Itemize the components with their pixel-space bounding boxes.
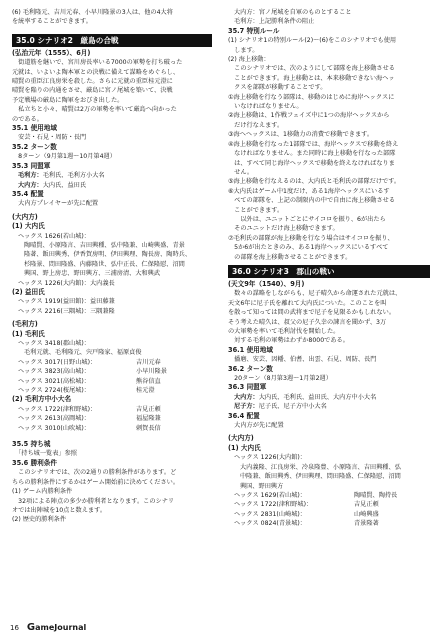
special-rule-line: (1) シナリオ1の特別ルール(2)～(6)をこのシナリオでも使用 bbox=[228, 37, 397, 45]
special-rule-line: は、すべて同じ海岸ヘックスで移動を終えなければなりま bbox=[228, 159, 395, 167]
hex-entry: ヘックス 3010(山吹城)： 刺賀長信 bbox=[18, 424, 161, 432]
general-list-line: 興国、野田興方 bbox=[240, 482, 284, 490]
scenario-body-line: のである。 bbox=[12, 115, 43, 123]
intro-line: を統率することができます。 bbox=[12, 18, 92, 26]
section-36-1-title: 36.1 使用地域 bbox=[228, 345, 273, 354]
clan-heading: (1) 大内氏 bbox=[12, 222, 45, 231]
scenario-body-line: 晴賢を陥りの内通をさせ、厳島に宮ノ尾城を築いて、決戦 bbox=[12, 87, 173, 95]
section-35-7-title: 35.7 特別ルール bbox=[228, 26, 280, 35]
victory-body-line: オでは出陣城を10点と数えます。 bbox=[12, 506, 107, 514]
victory-body-line: このシナリオでは、次の2通りの勝利条件があります。ど bbox=[12, 469, 177, 477]
section-35-3-title: 35.3 同盟軍 bbox=[12, 161, 51, 170]
special-rule-line: せん。 bbox=[228, 168, 254, 176]
hex-entry: ヘックス 1629(若山城)： 陶晴賢、陶持長 bbox=[234, 491, 398, 499]
victory-line: 毛利方：上記勝利条件の阻止 bbox=[234, 18, 315, 26]
hex-entry: ヘックス 3823(高山城)： 小早川隆景 bbox=[18, 368, 167, 376]
victory-line: 大内方：宮ノ尾城を自軍のものとすること bbox=[234, 9, 352, 16]
section-35-5-title: 35.5 持ち城 bbox=[12, 440, 51, 449]
hex-entry: ヘックス 2831(山崎城)： 山崎興盛 bbox=[234, 510, 379, 518]
victory-body-line: 32項による陣点の多少か勝利者となります。このシナリ bbox=[12, 497, 175, 505]
hex-entry: ヘックス 3017(日野山城)： 吉川元春 bbox=[18, 358, 161, 366]
victory-subheading: (1) ゲーム内勝利条件 bbox=[12, 488, 73, 496]
section-36-3-title: 36.3 同盟軍 bbox=[228, 383, 267, 392]
right-column bbox=[228, 8, 430, 529]
special-rule-line: べての部隊を、上記の制限内の中で自由に海上移動させる bbox=[228, 197, 396, 205]
alliance-row: 尼子方：尼子氏、尼子方中小大名 bbox=[234, 403, 327, 411]
section-36-2-title: 36.2 ターン数 bbox=[228, 364, 273, 373]
hex-entry: ヘックス 2724(桜尾城)： 桂元澄 bbox=[18, 387, 155, 395]
section-35-2-body: 8ターン（9月第1週～10月第4週） bbox=[12, 153, 116, 161]
section-35-heading: 35.0 シナリオ2 厳島の合戦 bbox=[12, 34, 212, 47]
scenario-date: (天文9年（1540）、9月) bbox=[228, 279, 305, 288]
special-rule-line: ことができます。海上移動とは、本来移動できない海ヘッ bbox=[228, 74, 395, 82]
special-rule-line: します。 bbox=[228, 46, 259, 54]
special-rule-line: このシナリオでは、次のようにして部隊を海上移動させる bbox=[228, 65, 395, 73]
page-footer bbox=[10, 622, 86, 633]
special-rule-line: いなければなりません。 bbox=[228, 103, 303, 111]
section-35-6-title: 35.6 勝利条件 bbox=[12, 458, 57, 467]
general-list-line: 陶晴賢、小原隆言、吉田興種、弘中隆兼、山崎興盛、青景 bbox=[24, 241, 185, 249]
special-rule-line: だけ行なえます。 bbox=[228, 121, 284, 129]
left-column bbox=[12, 8, 212, 525]
scenario-body-line: 数々の謀略をしながらも、尼子晴久から命運された元就は、 bbox=[228, 290, 402, 298]
scenario-body-line: 晴賢の重臣江良房栄を殺した。さらに元就の重臣桂元澄に bbox=[12, 78, 173, 86]
special-rule-line: ⑥大内氏はゲーム中1度だけ、ある1海岸ヘックスにいるす bbox=[228, 187, 390, 195]
scenario-body-line: 街道筋を継いで、宮川房長率いる7000の軍勢を打ち破った bbox=[12, 59, 183, 67]
special-rule-line: ⑤海上移動を行なえるのは、大内氏と毛利氏の部隊だけです。 bbox=[228, 178, 401, 186]
special-rule-line: 5か6が出たときのみ、ある1海岸ヘックスにいるすべて bbox=[228, 244, 389, 252]
clan-heading: (2) 益田氏 bbox=[12, 287, 45, 296]
scenario-body-line: 元就は、いよいよ陶本軍との決戦に備えて謀略をめぐらし、 bbox=[12, 68, 180, 76]
special-rule-line: そのユニットだけ海上移動できます。 bbox=[228, 225, 339, 233]
scenario-body-line: を散って知っては間の武将まで尼子を見限るかもしれない。 bbox=[228, 309, 396, 317]
intro-line: (6) 毛利隆元、吉川元春、小早川隆景の3人は、他の4大将 bbox=[12, 9, 173, 16]
section-36-4-body: 大内方が先に配置 bbox=[228, 422, 284, 430]
alliance-row: 大内方：大内氏、毛利氏、益田氏、大内方中小大名 bbox=[234, 393, 377, 401]
scenario-body-line: 天文6年に尼子氏を離れて大内氏についた。このことを叫 bbox=[228, 299, 387, 307]
section-35-2-title: 35.2 ターン数 bbox=[12, 142, 57, 151]
hex-entry: ヘックス 1722(津和野城)： 吉見正頼 bbox=[234, 501, 379, 509]
general-list-line: 中隆兼、飯田興秀、伊田興理、問田隆盛、仁保隆慰、沼間 bbox=[240, 473, 401, 481]
hex-entry: ヘックス 2216(三隅城)：三隅兼隆 bbox=[18, 307, 115, 315]
hex-entry: ヘックス 0824(青景城)： 青景隆著 bbox=[234, 520, 379, 528]
side-heading: (毛利方) bbox=[12, 320, 38, 329]
scenario-body-line: 私立ちと小々、晴賢は2万の軍勢を率いて厳島へ向かった bbox=[12, 106, 177, 114]
hex-entry: ヘックス 1226(大内館)：大内義長 bbox=[18, 279, 115, 287]
page-number: 16 bbox=[10, 623, 19, 632]
special-rule-line: 以外は、ユニットごとにサイコロを振り、6が出たら bbox=[228, 215, 386, 223]
scenario-body-line: 対する毛利の軍勢はわずか8000である。 bbox=[228, 337, 349, 345]
clan-heading: (1) 大内氏 bbox=[228, 443, 261, 452]
special-rule-line: ⑦毛利氏の部隊が海上移動を行なう場合はサイコロを振り、 bbox=[228, 234, 394, 242]
hex-entry: ヘックス 1722(津和野城)： 吉見正頼 bbox=[18, 405, 161, 413]
hex-entry: ヘックス 2613(高岡城)： 福屋隆兼 bbox=[18, 415, 161, 423]
general-list-line: 杉隆景、問田隆盛、内藤隆世、弘中正長、仁保隆慰、沼間 bbox=[24, 260, 185, 268]
special-rule-line: ③海へヘックスは、1移動力の消費で移動できます。 bbox=[228, 131, 374, 139]
victory-subheading: (2) 歴史的勝利条件 bbox=[12, 516, 67, 524]
side-heading: (大内方) bbox=[12, 212, 38, 221]
special-rule-line: の部隊を海上移動させることができます。 bbox=[228, 253, 352, 261]
clan-heading: (2) 毛利方中小大名 bbox=[12, 395, 72, 404]
victory-body-line: ちらの勝利条件にするかはゲーム開始前に決めてください。 bbox=[12, 478, 180, 486]
scenario-body-line: 予定戦場の厳島に陶軍をおびき出した。 bbox=[12, 96, 124, 104]
scenario-body-line: そう考えた晴久は、叔父の尼子久幸の諫言を聞かず、3万 bbox=[228, 318, 387, 326]
magazine-logo: GameJournal bbox=[26, 622, 87, 633]
general-list-line: 大内義隆、江良房栄、冷泉隆豊、小原隆言、吉田興種、弘 bbox=[240, 463, 401, 471]
scenario-body-line: の大軍勢を率いて毛利討伐を開始した。 bbox=[228, 328, 340, 335]
section-36-heading: 36.0 シナリオ3 郡山の戦い bbox=[228, 265, 430, 278]
general-list-line: 毛利元就、毛利隆元、宍戸隆家、福原貞俊 bbox=[24, 349, 142, 357]
special-rule-line: ④海上移動を行なった1部隊では、海岸ヘックスで移動を終え bbox=[228, 140, 399, 148]
special-rule-line: ②海上移動は、1作戦フェイズ中に1つの海岸ヘックスから bbox=[228, 112, 390, 120]
section-35-1-body: 安芸・石見・周防・長門 bbox=[12, 134, 87, 142]
general-list-line: 隆著、飯田興秀、伊香賀房明、伊田興理、陶長房、陶時兵、 bbox=[24, 251, 192, 259]
hex-entry: ヘックス 1226(大内館)： bbox=[234, 454, 306, 462]
hex-entry: ヘックス 1626(若山城)： bbox=[18, 232, 90, 240]
section-35-1-title: 35.1 使用地域 bbox=[12, 124, 57, 133]
section-36-1-body: 播磨、安芸、因幡、伯耆、出雲、石見、周防、長門 bbox=[228, 356, 377, 364]
special-rule-line: ①海上移動を行なう部隊は、移動のはじめに海岸ヘックスに bbox=[228, 93, 395, 101]
section-36-4-title: 36.4 配置 bbox=[228, 411, 260, 420]
section-35-4-body: 大内方プレイヤーが先に配置 bbox=[12, 200, 99, 208]
alliance-row: 毛利方：毛利氏、毛利方小大名 bbox=[18, 172, 105, 180]
special-rule-line: ことができます。 bbox=[228, 206, 284, 214]
side-heading: (大内方) bbox=[228, 434, 254, 443]
special-rule-line: なければなりません。また同時に海上移動を行なった部隊 bbox=[228, 150, 396, 158]
special-rule-line: (2) 海上移動： bbox=[228, 56, 270, 64]
hex-entry: ヘックス 1919(益田館)：益田藤兼 bbox=[18, 298, 115, 306]
scenario-date: (弘治元年（1555）、6月) bbox=[12, 48, 91, 57]
section-35-4-title: 35.4 配置 bbox=[12, 189, 44, 198]
clan-heading: (1) 毛利氏 bbox=[12, 329, 45, 338]
hex-entry: ヘックス 3021(高松城)： 熊谷信直 bbox=[18, 377, 161, 385]
hex-entry: ヘックス 3418(郡山城)： bbox=[18, 340, 90, 347]
section-35-5-body: 「持ち城一覧表」参照 bbox=[12, 450, 77, 458]
section-36-2-body: 20ターン（8月第3週～1月第2週） bbox=[228, 375, 332, 383]
general-list-line: 興国、野上房忠、野田興方、三浦房清、大和興武 bbox=[24, 270, 161, 278]
special-rule-line: クスを部隊が移動することです。 bbox=[228, 84, 327, 92]
alliance-row: 大内方：大内氏、益田氏 bbox=[18, 181, 87, 189]
